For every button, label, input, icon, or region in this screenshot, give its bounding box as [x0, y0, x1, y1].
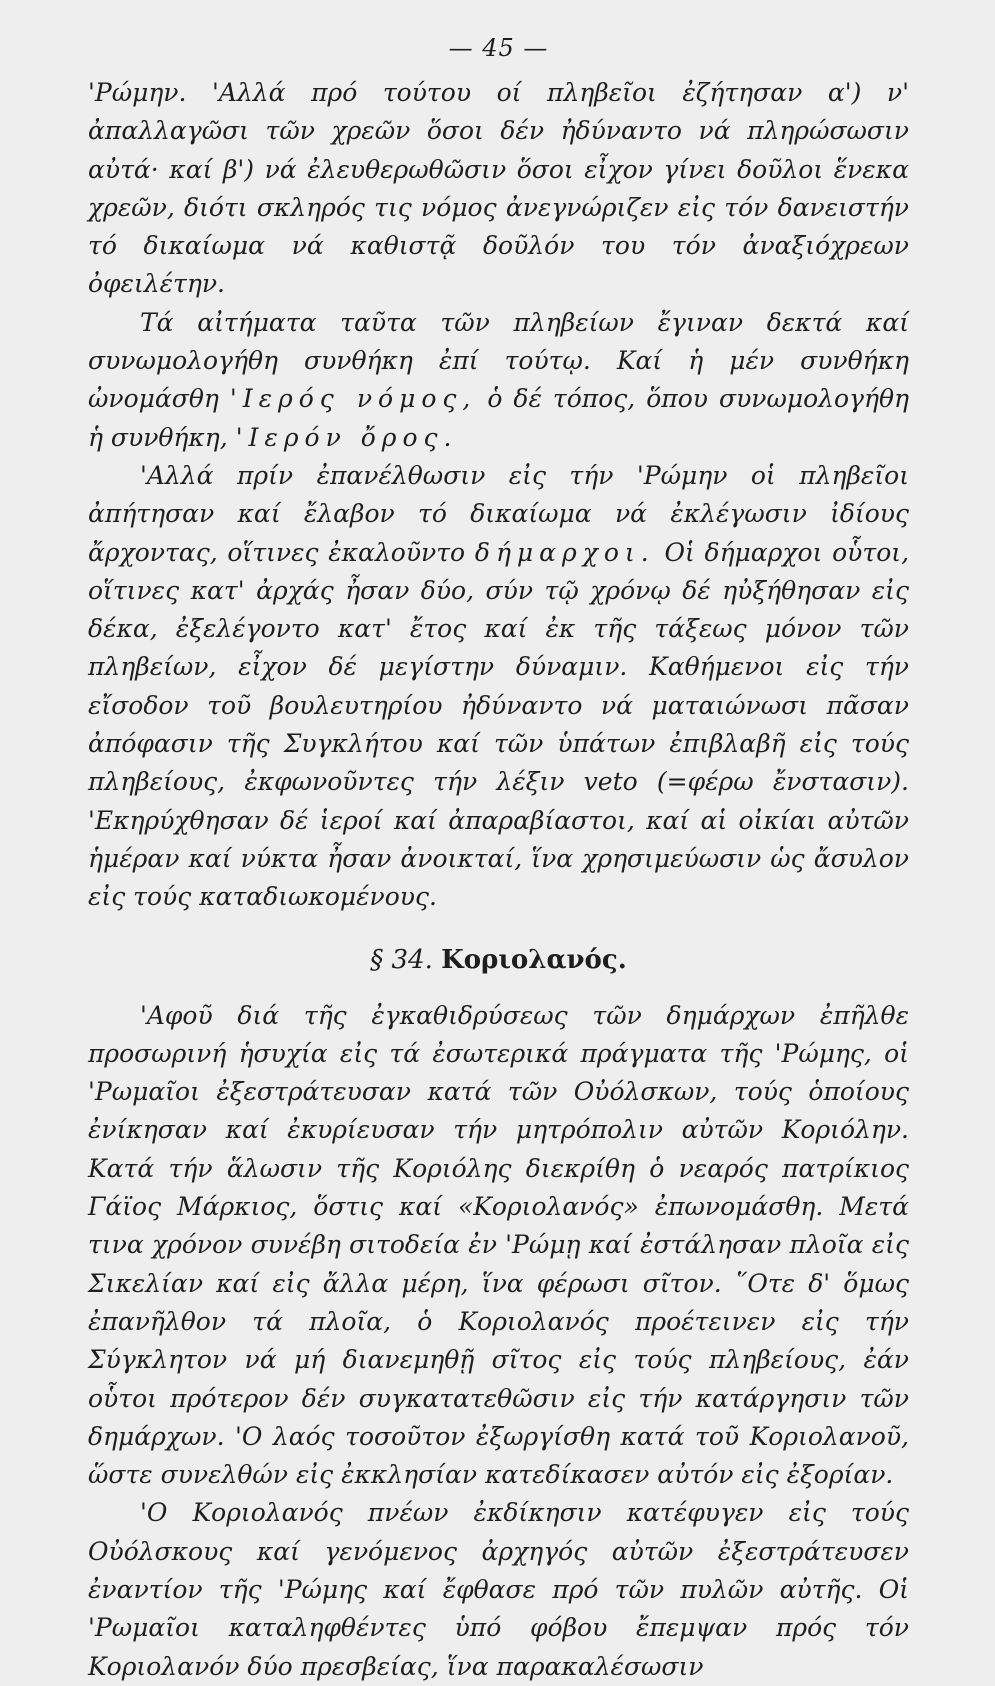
paragraph-debts: 'Ρώμην. 'Αλλά πρό τούτου οί πληβεῖοι ἐζήτησαν α') ν' ἀπαλλαγῶσι τῶν χρεῶν ὅσοι δέν ἠδύναντο νά πληρώσωσιν αὐτά· καί β') νά ἐλευθερωθῶσιν ὅσοι εἶχον γίνει δοῦλοι ἕνεκα χρεῶν, διότι σκληρός τις νόμος ἀνεγνώριζεν εἰς τόν δανειστήν τό δικαίωμα νά καθιστᾷ δοῦλόν του τόν ἀναξιόχρεων ὀφειλέτην.	[88, 78, 909, 299]
tribunes-powers: Οἱ δήμαρχοι οὗτοι, οἵτινες κατ' ἀρχάς ἦσαν δύο, σύν τῷ χρόνῳ δέ ηὐξήθησαν εἰς δέκα, ἐξελέγοντο κατ' ἔτος καί ἐκ τῆς τάξεως μόνον τῶν πληβείων, εἶχον δέ μεγίστην δύναμιν. Καθήμενοι εἰς τήν εἴσοδον τοῦ βουλευτηρίου ἠδύναντο νά ματαιώνωσι πᾶσαν ἀπόφασιν τῆς Συγκλήτου καί τῶν ὑπάτων ἐπιβλαβῆ εἰς τούς πληβείους, ἐκφωνοῦντες τήν λέξιν	[88, 537, 910, 797]
term-ieron-oros: 'Ιερόν ὄρος.	[235, 422, 458, 452]
section-number: § 34.	[370, 944, 433, 975]
body-text	[88, 74, 909, 917]
term-veto: veto	[583, 767, 638, 797]
tribunes-intro: 'Αλλά πρίν ἐπανέλθωσιν εἰς τήν 'Ρώμην οἱ πληβεῖοι ἀπήτησαν καί ἔλαβον τό δικαίωμα νά ἐκλέγωσιν ἰδίους ἄρχοντας, οἵτινες ἐκαλοῦντο	[88, 460, 909, 567]
treaty-place-text: ὁ δέ τόπος, ὅπου συνωμολογήθη ἡ συνθήκη,	[88, 384, 910, 452]
treaty-text: Τά αἰτήματα ταῦτα τῶν πληβείων ἔγιναν δεκτά καί συνωμολογήθη συνθήκη ἐπί τούτῳ. Καί ἡ μέν συνθήκη ὠνομάσθη	[88, 307, 909, 414]
paragraph-coriolanus-revenge: 'Ο Κοριολανός πνέων ἐκδίκησιν κατέφυγεν εἰς τούς Οὐόλσκους καί γενόμενος ἀρχηγός αὐτῶν ἐξεστράτευσεν ἐναντίον τῆς 'Ρώμης καί ἔφθασε πρό τῶν πυλῶν αὐτῆς. Οἱ 'Ρωμαῖοι καταληφθέντες ὑπό φόβου ἔπεμψαν πρός τόν Κοριολανόν δύο πρεσβείας, ἵνα παρακαλέσωσιν	[88, 1498, 909, 1681]
paragraph-treaty	[88, 304, 909, 457]
body-text-section	[88, 997, 909, 1686]
section-heading	[88, 941, 909, 979]
tribunes-sacred: (=φέρω ἔνστασιν). 'Εκηρύχθησαν δέ ἱεροί καί ἀπαραβίαστοι, καί αἱ οἰκίαι αὐτῶν ἡμέραν καί νύκτα ἦσαν ἀνοικταί, ἵνα χρησιμεύωσιν ὡς ἄσυλον εἰς τούς καταδιωκομένους.	[88, 767, 910, 912]
term-ieros-nomos: 'Ιερός νόμος,	[229, 384, 477, 414]
section-title: Κοριολανός.	[441, 944, 627, 975]
paragraph-coriolanus: 'Αφοῦ διά τῆς ἐγκαθιδρύσεως τῶν δημάρχων ἐπῆλθε προσωρινή ἡσυχία εἰς τά ἐσωτερικά πράγματα τῆς 'Ρώμης, οἱ 'Ρωμαῖοι ἐξεστράτευσαν κατά τῶν Οὐόλσκων, τούς ὁποίους ἐνίκησαν καί ἐκυρίευσαν τήν μητρόπολιν αὐτῶν Κοριόλην. Κατά τήν ἅλωσιν τῆς Κοριόλης διεκρίθη ὁ νεαρός πατρίκιος Γάϊος Μάρκιος, ὅστις καί «Κοριολανός» ἐπωνομάσθη. Μετά τινα χρόνον συνέβη σιτοδεία ἐν 'Ρώμῃ καί ἐστάλησαν πλοῖα εἰς Σικελίαν καί εἰς ἄλλα μέρη, ἵνα φέρωσι σῖτον. ῞Οτε δ' ὅμως ἐπανῆλθον τά πλοῖα, ὁ Κοριολανός προέτεινεν εἰς τήν Σύγκλητον νά μή διανεμηθῇ σῖτος εἰς τούς πληβείους, ἐάν οὗτοι πρότερον δέν συγκατατεθῶσιν εἰς τήν κατάργησιν τῶν δημάρχων. 'Ο λαός τοσοῦτον ἐξωργίσθη κατά τοῦ Κοριολανοῦ, ὥστε συνελθών εἰς ἐκκλησίαν κατεδίκασεν αὐτόν εἰς ἐξορίαν.	[88, 1000, 909, 1490]
page-number: — 45 —	[448, 34, 549, 62]
term-dimarchoi: δήμαρχοι.	[474, 537, 655, 567]
paragraph-tribunes	[88, 457, 909, 917]
